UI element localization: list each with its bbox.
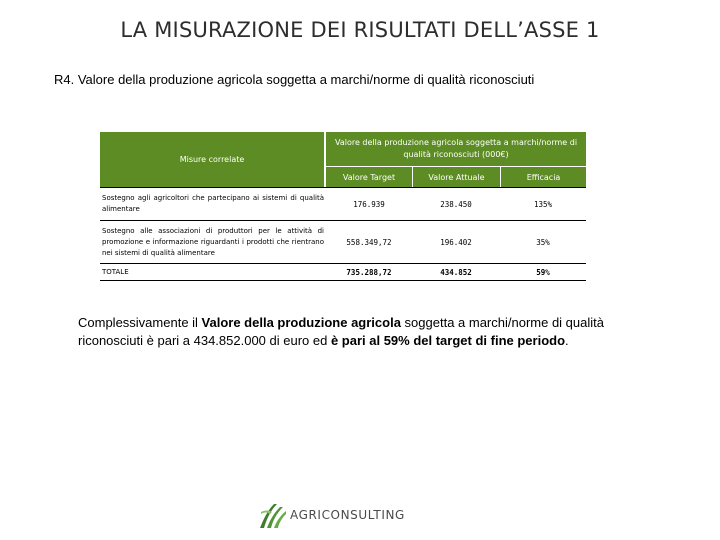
row-label: Sostegno agli agricoltori che partecipano ai sistemi di qualità alimentare — [100, 187, 326, 221]
summary-bold: è pari al 59% del target di fine periodo — [330, 333, 566, 348]
total-target: 735.288,72 — [326, 264, 412, 281]
summary-part: soggetta a marchi/norme di qualità riconosciuti è pari a 434.852.000 di euro ed — [78, 315, 604, 348]
summary-bold: Valore della produzione agricola — [201, 315, 401, 330]
row-attuale: 196.402 — [412, 221, 500, 264]
header-efficacia: Efficacia — [500, 167, 586, 187]
row-label: Sostegno alle associazioni di produttori per le attività di promozione e informazione riguardanti i prodotti che rientrano nei sistemi di qualità alimentare — [100, 221, 326, 264]
row-efficacia: 135% — [500, 187, 586, 221]
header-group-valore-produzione: Valore della produzione agricola soggetta a marchi/norme di qualità riconosciuti (000€) — [326, 132, 586, 167]
row-target: 558.349,72 — [326, 221, 412, 264]
row-target: 176.939 — [326, 187, 412, 221]
total-efficacia: 59% — [500, 264, 586, 281]
results-table — [100, 132, 586, 281]
total-label: TOTALE — [100, 264, 326, 281]
slide-subtitle: R4. Valore della produzione agricola soggetta a marchi/norme di qualità riconosciuti — [54, 72, 535, 87]
header-valore-attuale: Valore Attuale — [412, 167, 500, 187]
total-attuale: 434.852 — [412, 264, 500, 281]
table-row-total — [100, 264, 586, 281]
logo-text: AGRICONSULTING — [290, 508, 405, 522]
row-attuale: 238.450 — [412, 187, 500, 221]
summary-part: Complessivamente il — [78, 315, 202, 330]
agriconsulting-logo-icon — [258, 500, 288, 530]
header-valore-target: Valore Target — [326, 167, 412, 187]
table-row — [100, 221, 586, 264]
summary-part: . — [565, 333, 569, 348]
row-efficacia: 35% — [500, 221, 586, 264]
header-misure-correlate: Misure correlate — [100, 132, 326, 187]
table-row — [100, 187, 586, 221]
summary-text — [78, 314, 668, 350]
slide-title: LA MISURAZIONE DEI RISULTATI DELL’ASSE 1 — [120, 18, 600, 42]
agriconsulting-logo — [258, 497, 405, 533]
